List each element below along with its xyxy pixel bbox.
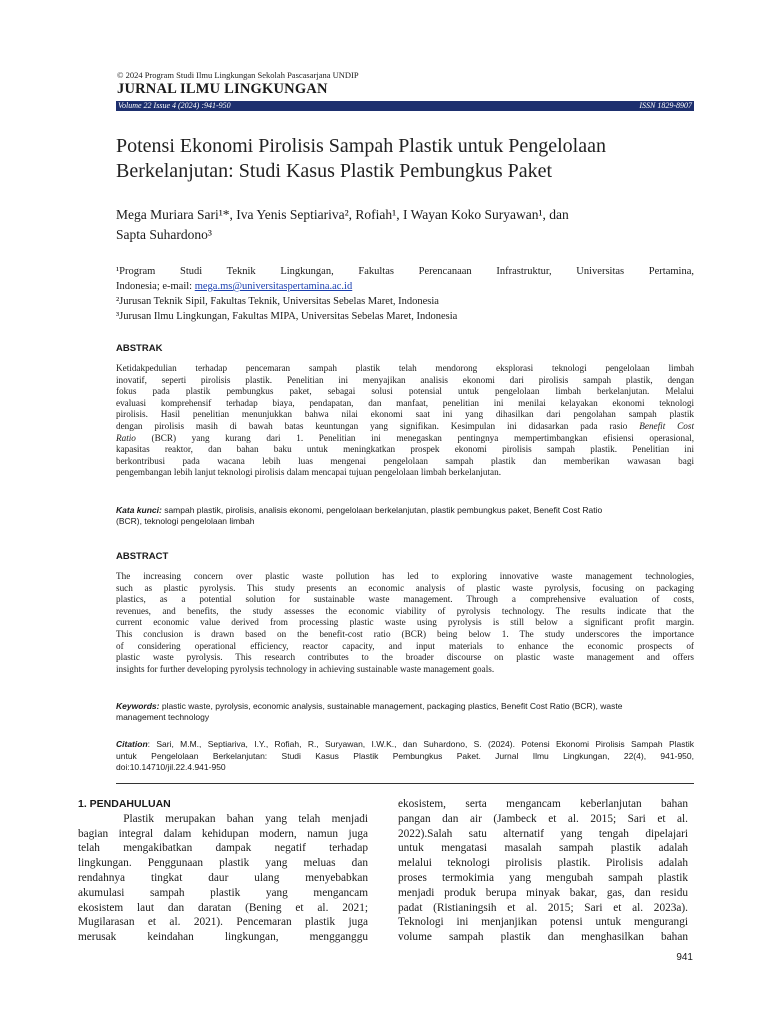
abstrak-line: pengembangan lebih lanjut teknologi pirolisis dalam mencapai tujuan pengelolaan limbah berkelanjutan.	[116, 467, 501, 478]
body-line: Teknologi ini menjanjikan potensi untuk mengurangi	[398, 916, 688, 929]
affiliations	[116, 264, 694, 324]
body-line: pangan dan air (Jambeck et al. 2015; Sari et al.	[398, 812, 688, 825]
body-column-left	[78, 797, 368, 945]
body-line: proses termokimia yang mengubah sampah plastik	[398, 871, 688, 884]
keywords-label: Keywords:	[116, 701, 160, 711]
keywords-line	[116, 701, 694, 712]
abstrak-line-text: dengan pirolisis masih di bawah batas keuntungan yang signifikan. Kesimpulan ini didasarkan pada rasio	[116, 420, 640, 431]
authors-line: Mega Muriara Sari¹*, Iva Yenis Septiariva², Rofiah¹, I Wayan Koko Suryawan¹, dan	[116, 207, 569, 222]
body-line: bagian integral dalam kehidupan modern, namun juga	[78, 827, 368, 840]
abstract-line: insights for further developing pyrolysis technology in achieving sustainable waste management goals.	[116, 663, 495, 674]
abstrak-line: Ketidakpedulian terhadap pencemaran sampah plastik telah mendorong eksplorasi teknologi pengelolaan limbah	[116, 363, 694, 373]
issn: ISSN 1829-8907	[639, 101, 692, 110]
abstract-line: plastic waste pyrolysis. This research contributes to the broader discourse on plastic waste management and offers	[116, 652, 694, 663]
citation-label: Citation	[116, 739, 148, 749]
abstract-line: revenues, and benefits, the study assesses the economic viability of pyrolysis technology. The results indicate that the	[116, 605, 694, 616]
kata-kunci-label: Kata kunci:	[116, 505, 162, 515]
kata-kunci	[116, 505, 694, 527]
section-divider	[116, 783, 694, 784]
abstrak-line-ratio	[116, 433, 694, 445]
body-line: akumulasi sampah plastik yang mengancam	[78, 886, 368, 899]
body-column-right	[398, 797, 688, 945]
body-line: menjadi produk berupa minyak bakar, gas, dan residu	[398, 886, 688, 899]
kata-kunci-text: sampah plastik, pirolisis, analisis ekonomi, pengelolaan berkelanjutan, plastik pembungkus paket, Benefit Cost Ratio	[161, 505, 603, 515]
title-line: Berkelanjutan: Studi Kasus Plastik Pembungkus Paket	[116, 160, 553, 182]
abstract-line: This conclusion is drawn based on the benefit-cost ratio (BCR) being below 1. The study underscores the importance	[116, 628, 694, 639]
paper-title	[116, 134, 706, 184]
abstrak-line-bcr	[116, 421, 694, 433]
abstrak-italic-term: Benefit Cost	[639, 420, 694, 431]
volume-bar	[116, 101, 694, 111]
body-line: merusak keindahan lingkungan, mengganggu	[78, 931, 368, 944]
citation-doi: doi:10.14710/jil.22.4.941-950	[116, 762, 226, 772]
email-prefix: Indonesia; e-mail:	[116, 281, 195, 292]
affiliation-1: ¹Program Studi Teknik Lingkungan, Fakultas Perencanaan Infrastruktur, Universitas Pertamina,	[116, 266, 694, 277]
citation-line	[116, 739, 694, 751]
keywords-line: management technology	[116, 712, 210, 722]
author-list	[116, 205, 706, 245]
keywords-text: plastic waste, pyrolysis, economic analysis, sustainable management, packaging plastics, Benefit Cost Ratio (BCR), waste	[159, 701, 623, 711]
affiliation-email-line	[116, 279, 694, 294]
abstract-line: of considering operational efficiency, reactor capacity, and input materials to enhance the economic prospects of	[116, 640, 694, 651]
abstrak-heading: ABSTRAK	[116, 343, 163, 354]
abstrak-body	[116, 363, 694, 479]
abstrak-line: pirolisis. Hasil penelitian menunjukkan bahwa nilai ekonomi saat ini yang dihasilkan dari pengolahan sampah plastik	[116, 409, 694, 420]
body-line: rendahnya tingkat daur ulang menyebabkan	[78, 871, 368, 884]
volume-info: Volume 22 Issue 4 (2024) :941-950	[118, 101, 231, 110]
body-line: lingkungan. Penggunaan plastik yang meluas dan	[78, 857, 368, 870]
title-line: Potensi Ekonomi Pirolisis Sampah Plastik untuk Pengelolaan	[116, 135, 606, 157]
body-line: padat (Ristianingsih et al. 2015; Sari et al. 2023a).	[398, 901, 688, 914]
kata-kunci-line: (BCR), teknologi pengelolaan limbah	[116, 516, 255, 526]
citation-text: : Sari, M.M., Septiariva, I.Y., Rofiah, R., Suryawan, I.W.K., dan Suhardono, S. (2024). Potensi Ekonomi Pirolisis Sampah Plastik	[147, 739, 694, 749]
body-line: untuk mengatasi masalah sampah plastik adalah	[398, 842, 688, 855]
affiliation-3: ³Jurusan Ilmu Lingkungan, Fakultas MIPA, Universitas Sebelas Maret, Indonesia	[116, 311, 458, 322]
abstract-line: plastics, as a potential solution for sustainable waste management. Through a comprehensive evaluation of costs,	[116, 594, 694, 605]
citation-line: untuk Pengelolaan Berkelanjutan: Studi Kasus Plastik Pembungkus Paket. Jurnal Ilmu Lingkungan, 22(4), 941-950,	[116, 750, 694, 761]
abstract-heading: ABSTRACT	[116, 551, 169, 562]
abstrak-line: inovatif, seperti pirolisis plastik. Penelitian ini menyajikan analisis ekonomi dari pirolisis sampah plastik, dengan	[116, 374, 694, 385]
body-line: telah mengakibatkan dampak negatif terhadap	[78, 842, 368, 855]
section-heading: 1. PENDAHULUAN	[78, 798, 171, 810]
kata-kunci-line	[116, 505, 694, 516]
abstract-line: The increasing concern over plastic waste pollution has led to exploring innovative waste management technologies,	[116, 571, 694, 581]
page-number: 941	[676, 952, 693, 963]
body-line: ekosistem laut dan daratan (Bening et al. 2021;	[78, 901, 368, 914]
body-line: 2022).Salah satu alternatif yang tengah dipelajari	[398, 827, 688, 840]
abstract-line: current economic value derived from processing plastic waste using pyrolysis is still below a significant profit margin.	[116, 617, 694, 628]
abstrak-line-text: (BCR) yang kurang dari 1. Penelitian ini menegaskan pentingnya mempertimbangkan efisiensi operasional,	[151, 432, 694, 443]
abstrak-line: fokus pada plastik pembungkus paket, sebagai solusi potensial untuk pengelolaan limbah berkelanjutan. Melalui	[116, 386, 694, 397]
body-line: ekosistem, serta mengancam keberlanjutan bahan	[398, 798, 688, 810]
citation	[116, 739, 694, 774]
abstrak-line: evaluasi komprehensif terhadap biaya, pendapatan, dan manfaat, penelitian ini menilai kelayakan ekonomi teknologi	[116, 397, 694, 408]
abstrak-line: kapasitas reaktor, dan bahan baku untuk meningkatkan prospek ekonomi pirolisis sampah plastik. Penelitian ini	[116, 444, 694, 455]
copyright-line: © 2024 Program Studi Ilmu Lingkungan Sekolah Pascasarjana UNDIP	[117, 70, 359, 80]
body-line: melalui teknologi pirolisis plastik. Pirolisis adalah	[398, 857, 688, 870]
body-line: Mugilarasan et al. 2021). Pencemaran plastik juga	[78, 916, 368, 929]
body-line: volume sampah plastik dan menghasilkan bahan	[398, 931, 688, 944]
journal-name: JURNAL ILMU LINGKUNGAN	[117, 81, 328, 97]
body-line: Plastik merupakan bahan yang telah menjadi	[78, 812, 368, 825]
keywords	[116, 701, 694, 723]
email-link[interactable]: mega.ms@universitaspertamina.ac.id	[194, 281, 353, 292]
abstrak-italic-term: Ratio	[116, 432, 136, 443]
abstrak-line: berkontribusi pada wacana lebih luas mengenai pengelolaan sampah plastik dan memberikan wawasan bagi	[116, 455, 694, 466]
authors-line: Sapta Suhardono³	[116, 227, 212, 242]
affiliation-2: ²Jurusan Teknik Sipil, Fakultas Teknik, Universitas Sebelas Maret, Indonesia	[116, 296, 439, 307]
abstract-line: such as plastic pyrolysis. This study presents an economic analysis of plastic waste pyrolysis, focusing on packaging	[116, 582, 694, 593]
abstract-body	[116, 571, 694, 675]
